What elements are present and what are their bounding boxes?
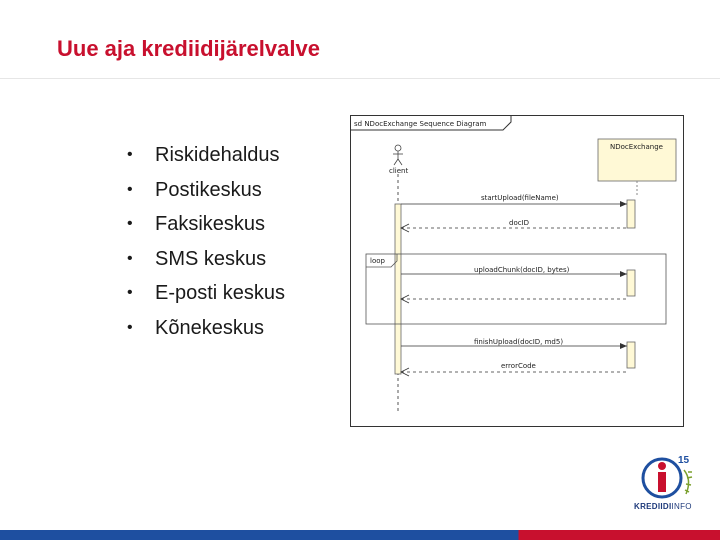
bullet-item: • Kõnekeskus [125,314,285,349]
bullet-item: • E-posti keskus [125,279,285,314]
message-label: finishUpload(docID, md5) [474,338,564,346]
logo-i-dot [658,462,666,470]
server-activation-3 [627,342,635,368]
logo-wordmark [634,502,714,511]
bullet-item: • SMS keskus [125,245,285,280]
loop-label: loop [370,257,385,265]
logo-badge-number: 15 [678,455,690,466]
object-label: NDocExchange [610,143,663,151]
sequence-diagram [350,115,684,427]
actor-label: client [389,167,409,175]
arrow-head-3 [620,271,627,277]
frame-label: sd NDocExchange Sequence Diagram [354,120,487,128]
bullet-item: • Postikeskus [125,176,285,211]
message-label: startUpload(fileName) [481,194,559,202]
server-activation-1 [627,200,635,228]
client-activation [395,204,401,374]
message-label: uploadChunk(docID, bytes) [474,266,570,274]
title-divider [0,78,720,79]
message-label: docID [509,219,530,227]
bullet-item: • Faksikeskus [125,210,285,245]
logo-i-stem [658,472,666,492]
message-label: errorCode [501,362,536,370]
arrow-head-1 [620,201,627,207]
bullet-list [125,141,285,348]
arrow-head-5 [620,343,627,349]
loop-fragment [366,254,666,324]
logo-brand-part1: KREDIIDI [634,502,672,511]
slide-title: Uue aja krediidijärelvalve [57,36,320,61]
logo-brand-part2: INFO [671,502,692,511]
laurel-icon [684,470,692,494]
actor-icon [393,145,403,165]
bullet-item: • Riskidehaldus [125,141,285,176]
footer-bar [0,530,720,540]
server-activation-2 [627,270,635,296]
